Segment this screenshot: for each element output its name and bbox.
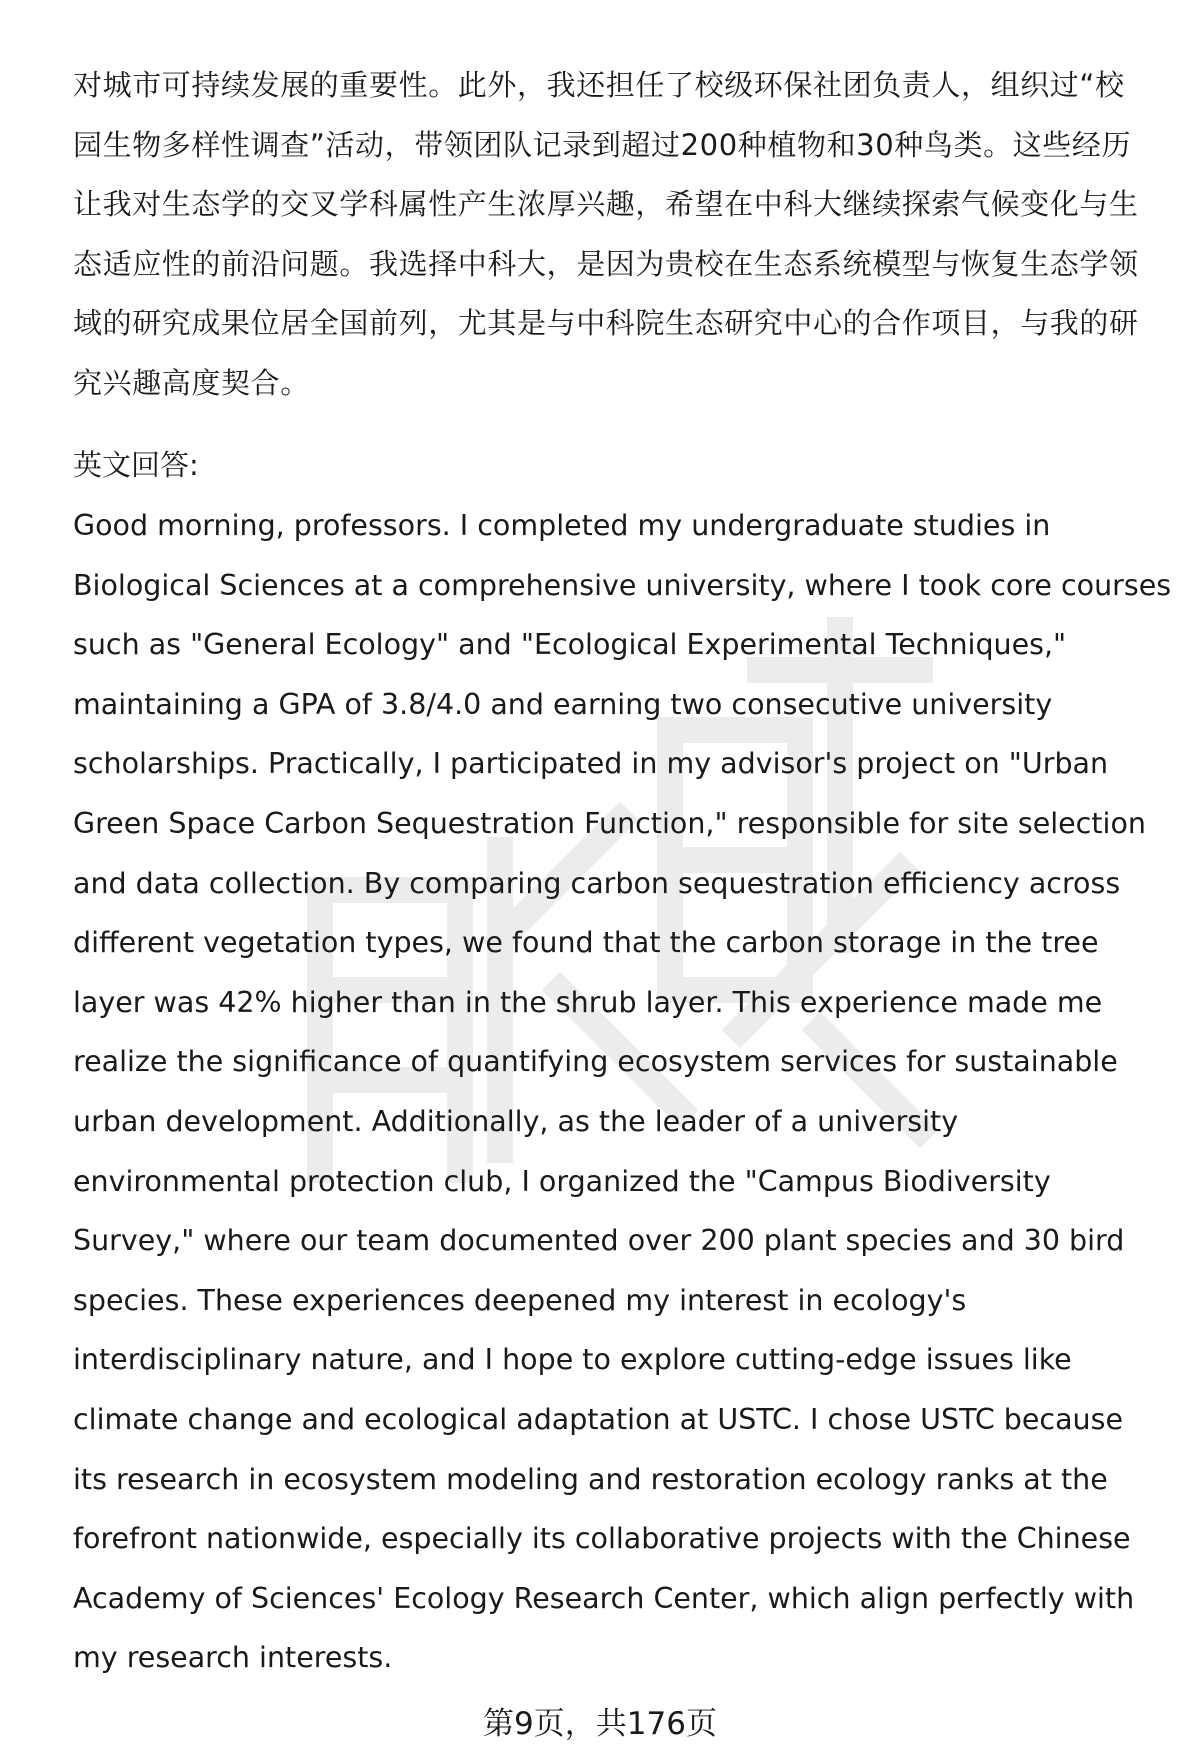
- english-answer-line: different vegetation types, we found that the carbon storage in the tree: [73, 926, 1099, 960]
- english-answer-line: scholarships. Practically, I participated in my advisor's project on "Urban: [73, 747, 1109, 781]
- english-answer-line: layer was 42% higher than in the shrub layer. This experience made me: [73, 985, 1103, 1019]
- english-answer-line: and data collection. By comparing carbon sequestration efficiency across: [73, 866, 1121, 900]
- english-answer-line: interdisciplinary nature, and I hope to explore cutting-edge issues like: [73, 1343, 1072, 1377]
- english-answer-line: Academy of Sciences' Ecology Research Center, which align perfectly with: [73, 1581, 1135, 1615]
- english-answer-line: maintaining a GPA of 3.8/4.0 and earning two consecutive university: [73, 687, 1053, 721]
- english-answer-line: forefront nationwide, especially its collaborative projects with the Chinese: [73, 1522, 1131, 1556]
- english-answer-line: urban development. Additionally, as the leader of a university: [73, 1104, 959, 1138]
- english-answer-line: its research in ecosystem modeling and restoration ecology ranks at the: [73, 1462, 1108, 1496]
- english-answer-line: my research interests.: [73, 1641, 393, 1675]
- english-answer-line: Biological Sciences at a comprehensive university, where I took core courses: [73, 568, 1172, 602]
- english-answer-line: Survey," where our team documented over 200 plant species and 30 bird: [73, 1224, 1125, 1258]
- english-answer-label: 英文回答:: [73, 448, 199, 482]
- english-answer-line: realize the significance of quantifying ecosystem services for sustainable: [73, 1045, 1118, 1079]
- english-answer-line: climate change and ecological adaptation at USTC. I chose USTC because: [73, 1402, 1123, 1436]
- english-answer-line: Green Space Carbon Sequestration Function," responsible for site selection: [73, 806, 1146, 840]
- english-answer-line: such as "General Ecology" and "Ecological Experimental Techniques,": [73, 628, 1067, 662]
- english-answer-line: environmental protection club, I organized the "Campus Biodiversity: [73, 1164, 1051, 1198]
- page-number-footer: 第9页，共176页: [483, 1706, 717, 1742]
- english-answer-body: [73, 496, 1172, 1688]
- chinese-answer-paragraph: 对城市可持续发展的重要性。此外，我还担任了校级环保社团负责人，组织过“校园生物多样性调查”活动，带领团队记录到超过200种植物和30种鸟类。这些经历让我对生态学的交叉学科属性产生浓厚兴趣，希望在中科大继续探索气候变化与生态适应性的前沿问题。我选择中科大，是因为贵校在生态系统模型与恢复生态学领域的研究成果位居全国前列，尤其是与中科院生态研究中心的合作项目，与我的研究兴趣高度契合。: [73, 68, 1139, 400]
- english-answer-line: species. These experiences deepened my interest in ecology's: [73, 1283, 967, 1317]
- english-answer-line: Good morning, professors. I completed my undergraduate studies in: [73, 509, 1051, 542]
